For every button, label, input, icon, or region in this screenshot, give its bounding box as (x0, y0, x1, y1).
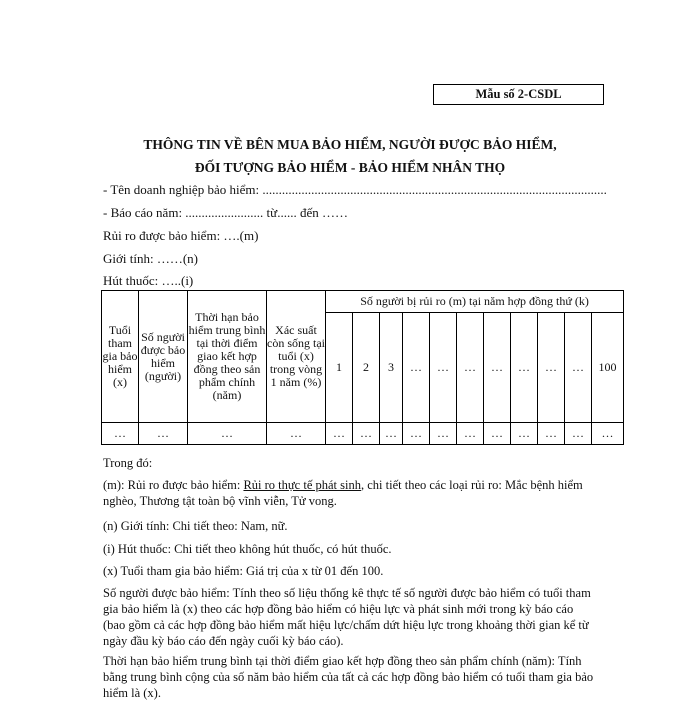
year-col-header: … (565, 313, 592, 423)
form-code-box: Mẫu số 2-CSDL (433, 84, 604, 105)
year-col-header: … (457, 313, 484, 423)
company-name-field: - Tên doanh nghiệp bảo hiểm: .......................................................................................................... (103, 182, 607, 197)
year-col-header: … (430, 313, 457, 423)
col-header-insured-count: Số người được bảo hiểm (người) (139, 291, 188, 423)
year-col-header: … (484, 313, 511, 423)
notes-heading: Trong đó: (103, 456, 153, 470)
statistics-table (101, 290, 624, 445)
year-col-header: … (511, 313, 538, 423)
table-cell: … (484, 423, 511, 445)
note-m-prefix: (m): Rủi ro được bảo hiểm: (103, 478, 244, 492)
table-cell: … (430, 423, 457, 445)
note-x: (x) Tuổi tham gia bảo hiểm: Giá trị của x từ 01 đến 100. (103, 564, 384, 578)
table-cell: … (353, 423, 380, 445)
table-cell: … (380, 423, 403, 445)
table-cell: … (457, 423, 484, 445)
report-year-field: - Báo cáo năm: ........................ từ...... đến …… (103, 205, 348, 220)
table-cell: … (511, 423, 538, 445)
document-title-line-2: ĐỐI TƯỢNG BẢO HIỂM - BẢO HIỂM NHÂN THỌ (194, 160, 506, 175)
note-m-rest: , chi tiết theo các loại rủi ro: Mắc bệnh hiểm nghèo, Thương tật toàn bộ vĩnh viễn, Tử vong. (103, 478, 583, 508)
note-m (103, 477, 598, 509)
note-i: (i) Hút thuốc: Chi tiết theo không hút thuốc, có hút thuốc. (103, 542, 392, 556)
table-cell: … (538, 423, 565, 445)
year-col-header: 3 (380, 313, 403, 423)
table-cell: … (565, 423, 592, 445)
year-col-header: … (538, 313, 565, 423)
col-header-age: Tuổi tham gia bảo hiểm (x) (102, 291, 139, 423)
col-group-header-risk-by-year: Số người bị rủi ro (m) tại năm hợp đồng thứ (k) (326, 291, 624, 313)
risk-field: Rủi ro được bảo hiểm: ….(m) (103, 228, 259, 243)
col-header-average-term: Thời hạn bảo hiểm trung bình tại thời điểm giao kết hợp đồng theo sản phẩm chính (năm) (188, 291, 267, 423)
year-col-header: 1 (326, 313, 353, 423)
note-n: (n) Giới tính: Chi tiết theo: Nam, nữ. (103, 519, 288, 533)
table-cell: … (267, 423, 326, 445)
table-row (102, 423, 624, 445)
col-header-survival-probability: Xác suất còn sống tại tuổi (x) trong vòng 1 năm (%) (267, 291, 326, 423)
table-cell: … (326, 423, 353, 445)
note-average-term: Thời hạn bảo hiểm trung bình tại thời điểm giao kết hợp đồng theo sản phẩm chính (năm): Tính bằng trung bình cộng của số năm bảo hiểm của tất cả các hợp đồng bảo hiểm có tuổi tham gia bảo hiểm là (x). (103, 654, 594, 700)
smoking-field: Hút thuốc: …..(i) (103, 273, 194, 288)
table-header-row (102, 291, 624, 313)
table-cell: … (403, 423, 430, 445)
gender-field: Giới tính: ……(n) (103, 251, 198, 266)
note-insured-count: Số người được bảo hiểm: Tính theo số liệu thống kê thực tế số người được bảo hiểm có tuổi tham gia bảo hiểm là (x) theo các hợp đồng bảo hiểm có hiệu lực và phát sinh mới trong kỳ báo cáo (bao gồm cả các hợp đồng bảo hiểm mất hiệu lực/chấm dứt hiệu lực trong khoảng thời gian kể từ ngày đầu kỳ báo cáo đến ngày cuối kỳ báo cáo). (103, 586, 591, 648)
table-cell: … (102, 423, 139, 445)
year-col-header: … (403, 313, 430, 423)
year-col-header: 2 (353, 313, 380, 423)
document-title-line-1: THÔNG TIN VỀ BÊN MUA BẢO HIỂM, NGƯỜI ĐƯỢC BẢO HIỂM, (143, 137, 557, 152)
year-col-header: 100 (592, 313, 624, 423)
table-cell: … (592, 423, 624, 445)
table-cell: … (139, 423, 188, 445)
note-m-underlined: Rủi ro thực tế phát sinh (243, 478, 361, 492)
table-cell: … (188, 423, 267, 445)
